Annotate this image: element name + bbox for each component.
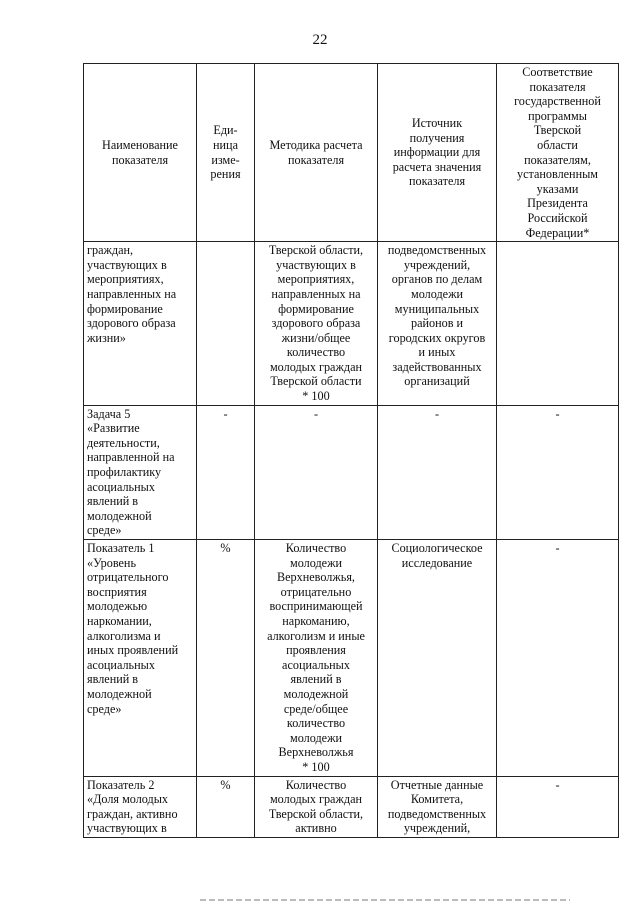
table-row — [84, 242, 619, 406]
row-compliance-cell: - — [497, 776, 619, 837]
header-compliance: Соответствие показателя государственной программы Тверской области показателям, установленным указами Президента Российской Федерации* — [497, 64, 619, 242]
row-name-cell: Задача 5 «Развитие деятельности, направленной на профилактику асоциальных явлений в молодежной среде» — [84, 405, 197, 539]
row-compliance-cell — [497, 242, 619, 406]
row-source-cell: подведомственных учреждений, органов по делам молодежи муниципальных районов и городских округов и иных задействованных организаций — [378, 242, 497, 406]
row-name-cell: Показатель 2 «Доля молодых граждан, активно участвующих в — [84, 776, 197, 837]
header-unit: Еди- ница изме- рения — [197, 64, 255, 242]
row-method-cell: Количество молодежи Верхневолжья, отрицательно воспринимающей наркоманию, алкоголизм и иные проявления асоциальных явлений в молодежной среде/общее количество молодежи Верхневолжья * 100 — [255, 540, 378, 777]
row-method-cell: - — [255, 405, 378, 539]
row-source-cell: - — [378, 405, 497, 539]
row-name-cell: граждан, участвующих в мероприятиях, направленных на формирование здорового образа жизни» — [84, 242, 197, 406]
row-unit-cell: % — [197, 540, 255, 777]
header-method: Методика расчета показателя — [255, 64, 378, 242]
table-header-row — [84, 64, 619, 242]
row-unit-cell: - — [197, 405, 255, 539]
table-row — [84, 405, 619, 539]
row-source-cell: Отчетные данные Комитета, подведомственных учреждений, — [378, 776, 497, 837]
header-name: Наименование показателя — [84, 64, 197, 242]
row-method-cell: Количество молодых граждан Тверской области, активно — [255, 776, 378, 837]
row-source-cell: Социологическое исследование — [378, 540, 497, 777]
table-row — [84, 540, 619, 777]
row-method-cell: Тверской области, участвующих в мероприятиях, направленных на формирование здорового образа жизни/общее количество молодых граждан Тверской области * 100 — [255, 242, 378, 406]
row-compliance-cell: - — [497, 405, 619, 539]
scan-artifact-line — [200, 899, 570, 901]
header-source: Источник получения информации для расчета значения показателя — [378, 64, 497, 242]
table-row — [84, 776, 619, 837]
row-unit-cell — [197, 242, 255, 406]
row-compliance-cell: - — [497, 540, 619, 777]
indicators-table — [83, 63, 619, 838]
row-unit-cell: % — [197, 776, 255, 837]
page-number: 22 — [312, 32, 328, 48]
row-name-cell: Показатель 1 «Уровень отрицательного восприятия молодежью наркомании, алкоголизма и иных проявлений асоциальных явлений в молодежной среде» — [84, 540, 197, 777]
